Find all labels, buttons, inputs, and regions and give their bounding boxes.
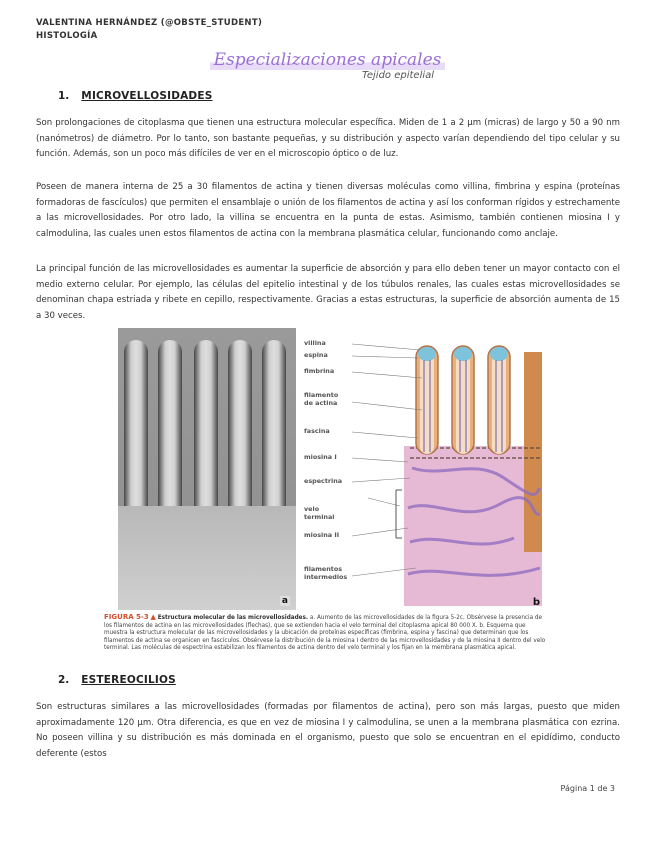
header-author: VALENTINA HERNÁNDEZ (@OBSTE_STUDENT) (36, 18, 263, 28)
diagram-label-miosina-i: miosina I (304, 453, 337, 461)
diagram-label-miosina-ii: miosina II (304, 531, 340, 539)
diagram-label-villina: villina (304, 339, 326, 347)
caption-triangle-icon: ▲ (150, 613, 156, 621)
caption-title: Estructura molecular de las microvellosidades. (157, 615, 309, 621)
diagram-label-fimbrina: fimbrina (304, 367, 335, 375)
figure-number: FIGURA 5-3 (104, 613, 149, 621)
panel-label-a: a (281, 596, 288, 606)
section-heading-microvellosidades (58, 90, 212, 102)
section-number: 1. (58, 90, 70, 102)
caption-text: a. Aumento de las microvellosidades de la figura 5-2c. Obsérvese la presencia de los filamentos de actina en las microvellosidades (flechas), que se extienden hacia el velo terminal del citoplasma apical 80 000 X. b. Esquema que muestra la estructura molecular de las microvellosidades y la ubicación de proteínas específicas (fimbrina, espina y fascina) que determinan que los filamentos de actina se organicen en fascículos. Obsérvese la distribución de la miosina I dentro de las microvellosidades y de la miosina II dentro del velo terminal. Las moléculas de espectrina estabilizan los filamentos de actina dentro del velo terminal y los fijan en la membrana plasmática apical. (104, 615, 546, 652)
header-subject: HISTOLOGÍA (36, 31, 98, 41)
page-subtitle: Tejido epitelial (362, 70, 435, 81)
paragraph: Son estructuras similares a las microvellosidades (formadas por filamentos de actina), pero son más largas, puesto que miden aproximadamente 120 µm. Otra diferencia, es que en vez de miosina I y calmodulina, se unen a la membrana plasmática con ezrina. No poseen villina y su distribución es más dominada en el organismo, puesto que solo se encuentran en el epidídimo, conducto deferente (estos (36, 702, 620, 759)
figure-microvilli (118, 328, 544, 610)
microvilli-diagram (304, 328, 544, 610)
section-heading-estereocilios (58, 674, 176, 686)
page-number: Página 1 de 3 (560, 784, 615, 793)
diagram-label-filamento-actina: filamento de actina (304, 391, 339, 407)
page-title (0, 50, 655, 70)
diagram-label-espectrina: espectrina (304, 477, 343, 485)
section-number: 2. (58, 674, 70, 686)
diagram-label-espina: espina (304, 351, 328, 359)
figure-caption (104, 614, 550, 653)
page-title-text: Especializaciones apicales (210, 50, 446, 70)
section-label: MICROVELLOSIDADES (81, 90, 213, 102)
panel-label-b: b (532, 596, 540, 608)
diagram-label-velo-terminal: velo terminal (304, 505, 335, 521)
micrograph-image (118, 328, 296, 610)
diagram-label-fascina: fascina (304, 427, 330, 435)
section-label: ESTEREOCILIOS (81, 674, 176, 686)
paragraph: Son prolongaciones de citoplasma que tienen una estructura molecular específica. Miden de 1 a 2 µm (micras) de largo y 50 a 90 nm (nanómetros) de diámetro. Por lo tanto, son bastante pequeñas, y su distribución y aspecto varían dependiendo del tipo celular y su función. Además, son un poco más difíciles de ver en el microscopio óptico o de luz. (36, 118, 620, 160)
paragraph: La principal función de las microvellosidades es aumentar la superficie de absorción y para ello deben tener un mayor contacto con el medio externo celular. Por ejemplo, las células del epitelio intestinal y de los túbulos renales, las cuales estas microvellosidades se denominan chapa estriada y ribete en cepillo, respectivamente. Gracias a estas estructuras, la superficie de absorción aumenta de 15 a 30 veces. (36, 264, 620, 321)
diagram-label-filamentos-intermedios: filamentos intermedios (304, 565, 348, 581)
paragraph: Poseen de manera interna de 25 a 30 filamentos de actina y tienen diversas moléculas como villina, fimbrina y espina (proteínas formadoras de fascículos) que permiten el ensamblaje o unión de los filamentos de actina y así los conforman rígidos y estrechamente a las microvellosidades. Por otro lado, la villina se encuentra en la punta de estas. Asimismo, también contienen miosina I y calmodulina, las cuales unen estos filamentos de actina con la membrana plasmática celular, funcionando como anclaje. (36, 182, 620, 239)
